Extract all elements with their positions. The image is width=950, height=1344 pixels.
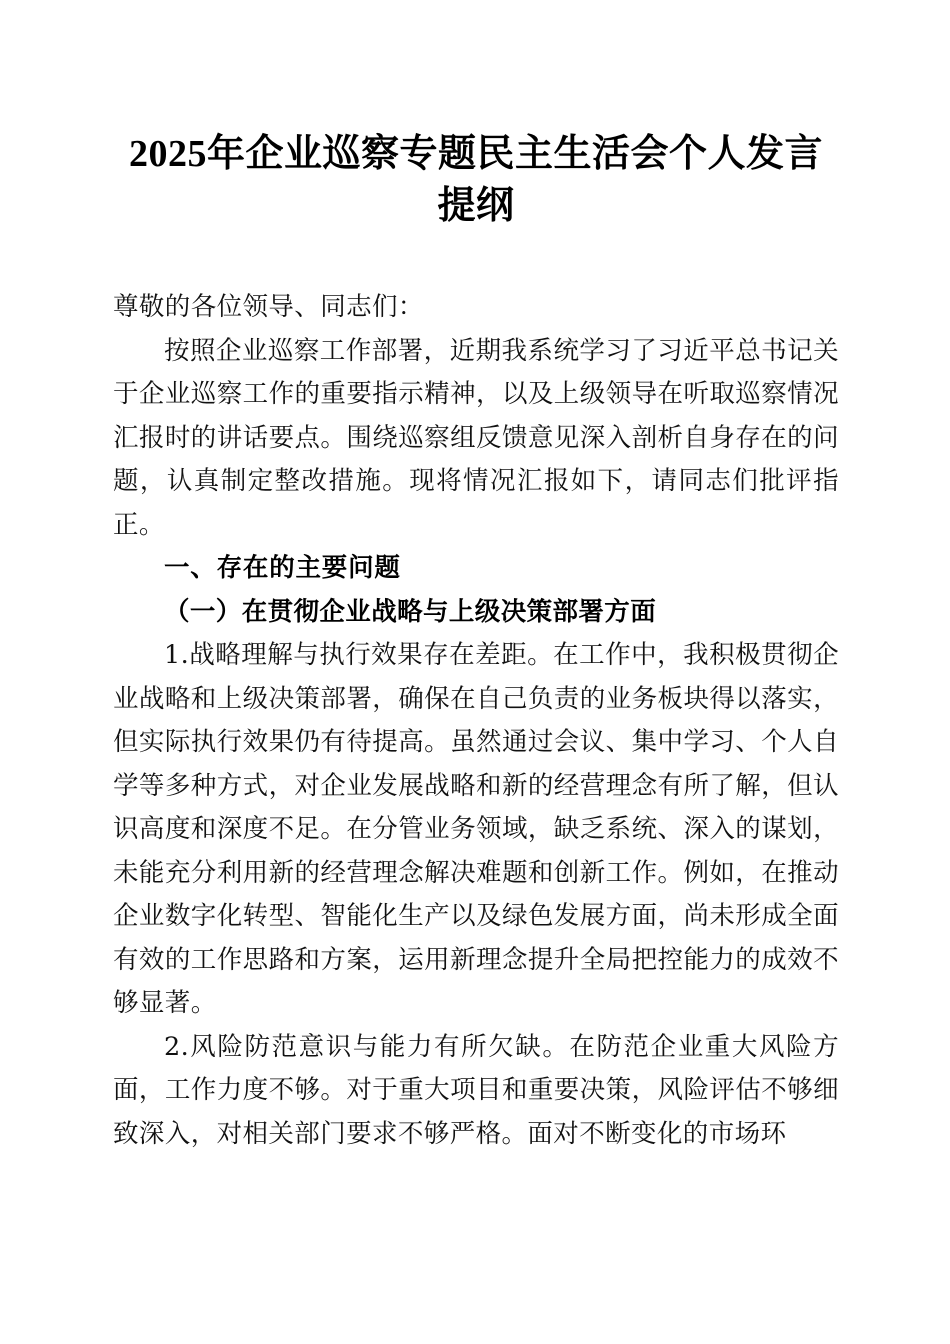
section-heading-1: 一、存在的主要问题 <box>164 554 401 582</box>
list-item-2: 2.风险防范意识与能力有所欠缺。在防范企业重大风险方面，工作力度不够。对于重大项目和重要决策，风险评估不够细致深入，对相关部门要求不够严格。面对不断变化的市场环 <box>113 1031 839 1149</box>
document-body <box>113 0 839 1156</box>
list-item-1: 1.战略理解与执行效果存在差距。在工作中，我积极贯彻企业战略和上级决策部署，确保在自己负责的业务板块得以落实，但实际执行效果仍有待提高。虽然通过会议、集中学习、个人自学等多种方式，对企业发展战略和新的经营理念有所了解，但认识高度和深度不足。在分管业务领域，缺乏系统、深入的谋划，未能充分利用新的经营理念解决难题和创新工作。例如，在推动企业数字化转型、智能化生产以及绿色发展方面，尚未形成全面有效的工作思路和方案，运用新理念提升全局把控能力的成效不够显著。 <box>113 640 839 1018</box>
page-title: 2025年企业巡察专题民主生活会个人发言提纲 <box>128 133 823 227</box>
subsection-heading-1-1: （一）在贯彻企业战略与上级决策部署方面 <box>164 596 657 627</box>
intro-paragraph: 按照企业巡察工作部署，近期我系统学习了习近平总书记关于企业巡察工作的重要指示精神，以及上级领导在听取巡察情况汇报时的讲话要点。围绕巡察组反馈意见深入剖析自身存在的问题，认真制定整改措施。现将情况汇报如下，请同志们批评指正。 <box>113 335 839 540</box>
salutation-line: 尊敬的各位领导、同志们： <box>113 292 424 322</box>
